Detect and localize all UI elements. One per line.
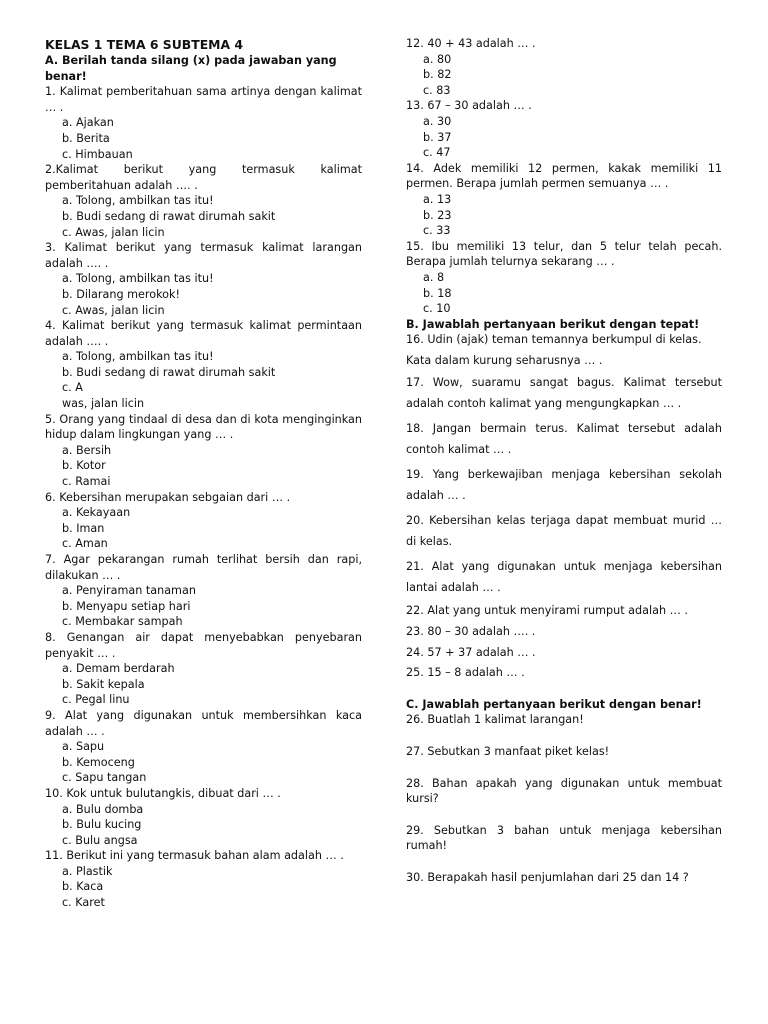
option-b: b. 23 (423, 208, 452, 222)
question-8 (45, 630, 362, 708)
option-a: a. Demam berdarah (62, 662, 175, 676)
question-25: 25. 15 – 8 adalah … . (406, 666, 525, 680)
question-10 (45, 786, 362, 848)
question-29: 29. Sebutkan 3 bahan untuk menjaga kebersihan rumah! (406, 823, 722, 853)
question-1 (45, 84, 362, 162)
section-c-heading: C. Jawablah pertanyaan berikut dengan benar! (406, 697, 702, 711)
option-b: b. 82 (423, 68, 452, 82)
question-19: 19. Yang berkewajiban menjaga kebersihan sekolah adalah … . (406, 468, 722, 502)
option-c: c. Membakar sampah (62, 615, 183, 629)
option-b: b. Berita (62, 131, 110, 145)
question-text: 11. Berikut ini yang termasuk bahan alam adalah … . (45, 849, 344, 863)
option-b: b. Bulu kucing (62, 818, 142, 832)
question-13 (406, 98, 722, 160)
option-c: c. 47 (423, 146, 451, 160)
question-3 (45, 240, 362, 318)
question-2 (45, 162, 362, 240)
option-c: c. Karet (62, 896, 105, 910)
option-a: a. 80 (423, 52, 452, 66)
option-c-continuation: was, jalan licin (62, 397, 145, 411)
option-c: c. Awas, jalan licin (62, 303, 165, 317)
option-a: a. Bulu domba (62, 802, 144, 816)
question-9 (45, 708, 362, 786)
question-text: 3. Kalimat berikut yang termasuk kalimat larangan adalah …. . (45, 241, 362, 270)
question-18: 18. Jangan bermain terus. Kalimat tersebut adalah contoh kalimat … . (406, 422, 722, 456)
question-21: 21. Alat yang digunakan untuk menjaga kebersihan lantai adalah … . (406, 560, 722, 594)
question-23: 23. 80 – 30 adalah …. . (406, 625, 536, 639)
option-b: b. Sakit kepala (62, 677, 145, 691)
option-c: c. Pegal linu (62, 693, 130, 707)
option-a: a. Penyiraman tanaman (62, 584, 196, 598)
option-b: b. Budi sedang di rawat dirumah sakit (62, 209, 276, 223)
option-c: c. Himbauan (62, 147, 133, 161)
question-28: 28. Bahan apakah yang digunakan untuk membuat kursi? (406, 776, 722, 806)
question-26: 26. Buatlah 1 kalimat larangan! (406, 713, 584, 727)
question-4 (45, 318, 362, 412)
section-c-list (406, 712, 722, 885)
question-7 (45, 552, 362, 630)
option-a: a. 30 (423, 114, 452, 128)
option-c: c. Awas, jalan licin (62, 225, 165, 239)
left-column (45, 36, 362, 911)
section-b-list (406, 332, 722, 681)
question-16: 16. Udin (ajak) teman temannya berkumpul di kelas. (406, 333, 702, 347)
option-a: a. 8 (423, 270, 445, 284)
option-c: c. A (62, 381, 83, 395)
option-c: c. Ramai (62, 475, 111, 489)
option-b: b. Iman (62, 521, 105, 535)
option-a: a. Sapu (62, 740, 105, 754)
option-c: c. Aman (62, 537, 108, 551)
question-11 (45, 848, 362, 910)
option-b: b. Menyapu setiap hari (62, 599, 191, 613)
question-text: 8. Genangan air dapat menyebabkan penyebaran penyakit … . (45, 630, 362, 660)
question-22: 22. Alat yang untuk menyirami rumput adalah … . (406, 604, 688, 618)
option-b: b. Dilarang merokok! (62, 287, 180, 301)
question-16-continuation: Kata dalam kurung seharusnya … . (406, 353, 603, 367)
section-b-heading: B. Jawablah pertanyaan berikut dengan tepat! (406, 317, 700, 331)
question-12 (406, 36, 722, 98)
right-column (406, 36, 722, 902)
question-text: 4. Kalimat berikut yang termasuk kalimat permintaan adalah …. . (45, 319, 362, 348)
option-b: b. Kemoceng (62, 755, 135, 769)
option-b: b. Kotor (62, 459, 106, 473)
question-text: 6. Kebersihan merupakan sebgaian dari … . (45, 490, 291, 504)
option-b: b. Kaca (62, 880, 104, 894)
question-20: 20. Kebersihan kelas terjaga dapat membuat murid … di kelas. (406, 514, 722, 548)
question-30: 30. Berapakah hasil penjumlahan dari 25 dan 14 ? (406, 871, 689, 884)
option-c: c. Bulu angsa (62, 833, 138, 847)
option-a: a. Ajakan (62, 116, 114, 130)
option-a: a. Tolong, ambilkan tas itu! (62, 350, 214, 364)
question-text: 13. 67 – 30 adalah … . (406, 99, 532, 113)
question-14 (406, 161, 722, 239)
option-c: c. 83 (423, 83, 451, 97)
question-text: 5. Orang yang tindaal di desa dan di kota menginginkan hidup dalam lingkungan yang … . (45, 412, 362, 442)
question-text: 10. Kok untuk bulutangkis, dibuat dari … . (45, 786, 281, 800)
question-27: 27. Sebutkan 3 manfaat piket kelas! (406, 745, 610, 759)
question-text: 9. Alat yang digunakan untuk membersihkan kaca adalah … . (45, 708, 362, 738)
question-text: 1. Kalimat pemberitahuan sama artinya dengan kalimat … . (45, 85, 362, 114)
question-text: 12. 40 + 43 adalah … . (406, 37, 536, 50)
question-24: 24. 57 + 37 adalah … . (406, 645, 536, 659)
question-text: 2.Kalimat berikut yang termasuk kalimat pemberitahuan adalah …. . (45, 163, 362, 192)
option-a: a. Plastik (62, 864, 113, 878)
option-c: c. 10 (423, 302, 451, 316)
question-text: 7. Agar pekarangan rumah terlihat bersih dan rapi, dilakukan … . (45, 553, 362, 582)
option-c: c. 33 (423, 224, 451, 238)
question-5 (45, 412, 362, 490)
option-b: b. 37 (423, 130, 452, 144)
question-text: 14. Adek memiliki 12 permen, kakak memiliki 11 permen. Berapa jumlah permen semuanya … . (406, 161, 722, 191)
option-b: b. Budi sedang di rawat dirumah sakit (62, 365, 276, 379)
option-a: a. 13 (423, 192, 452, 206)
option-a: a. Kekayaan (62, 506, 131, 520)
question-15 (406, 239, 722, 317)
section-a-heading: A. Berilah tanda silang (x) pada jawaban yang benar! (45, 54, 337, 83)
question-text: 15. Ibu memiliki 13 telur, dan 5 telur telah pecah. Berapa jumlah telurnya sekarang … . (406, 239, 722, 269)
question-6 (45, 490, 362, 552)
question-17: 17. Wow, suaramu sangat bagus. Kalimat tersebut adalah contoh kalimat yang mengungkapkan … . (406, 376, 722, 410)
page-title: KELAS 1 TEMA 6 SUBTEMA 4 (45, 37, 244, 52)
option-a: a. Tolong, ambilkan tas itu! (62, 194, 214, 208)
option-b: b. 18 (423, 286, 452, 300)
option-c: c. Sapu tangan (62, 771, 147, 785)
option-a: a. Bersih (62, 443, 112, 457)
option-a: a. Tolong, ambilkan tas itu! (62, 272, 214, 286)
